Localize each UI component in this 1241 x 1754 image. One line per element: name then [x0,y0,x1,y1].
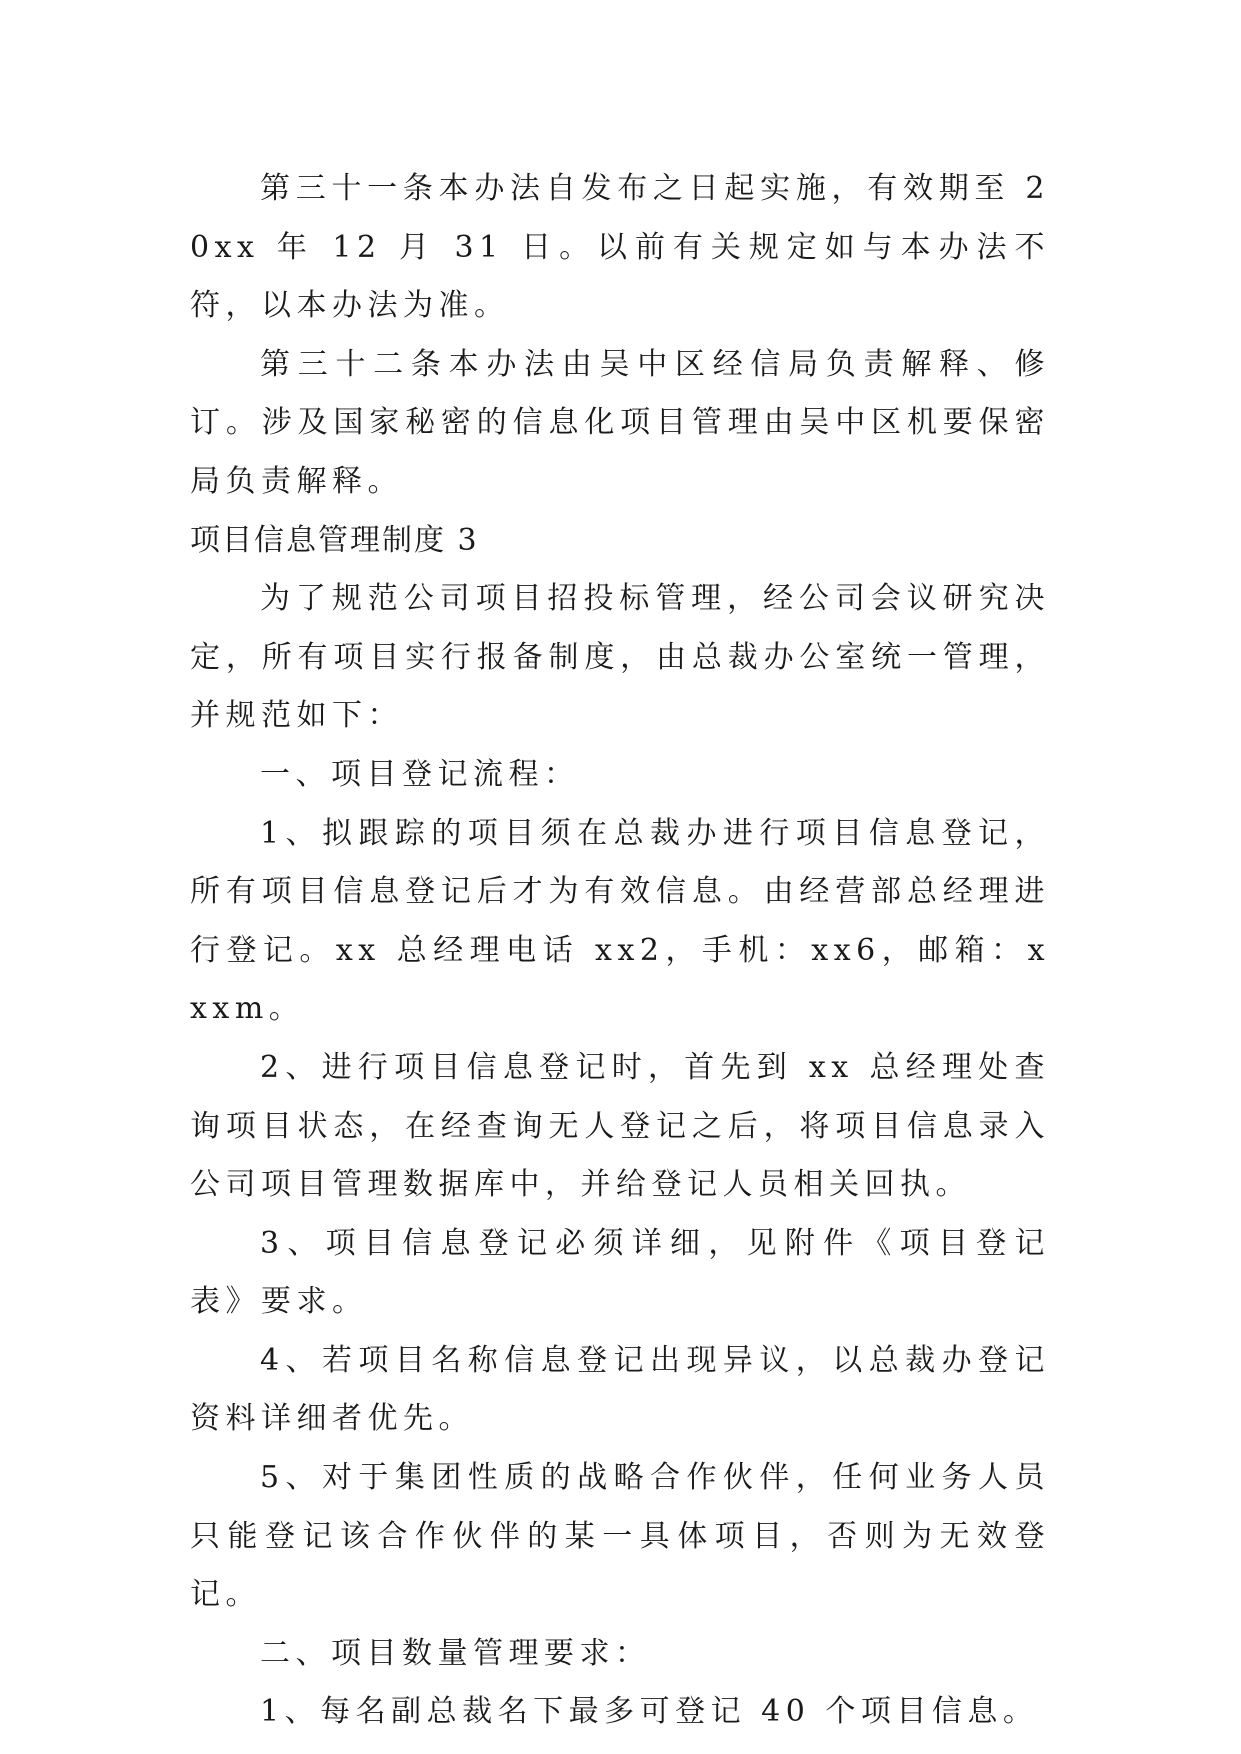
intro-paragraph: 为了规范公司项目招投标管理，经公司会议研究决定，所有项目实行报备制度，由总裁办公室统一管理，并规范如下： [190,581,1050,734]
subheading-registration-process: 一、项目登记流程： [260,756,580,792]
subheading-quantity-requirements: 二、项目数量管理要求： [260,1635,651,1671]
document-body [190,160,1050,1742]
registration-item-1: 1、拟跟踪的项目须在总裁办进行项目信息登记，所有项目信息登记后才为有效信息。由经营部总经理进行登记。xx 总经理电话 xx2，手机：xx6，邮箱：xxxm。 [190,815,1050,1027]
section-title: 项目信息管理制度 3 [190,522,479,558]
article-32-paragraph: 第三十二条本办法由吴中区经信局负责解释、修订。涉及国家秘密的信息化项目管理由吴中区机要保密局负责解释。 [190,346,1050,499]
registration-item-2: 2、进行项目信息登记时，首先到 xx 总经理处查询项目状态，在经查询无人登记之后，将项目信息录入公司项目管理数据库中，并给登记人员相关回执。 [190,1049,1050,1203]
registration-item-3: 3、项目信息登记必须详细，见附件《项目登记表》要求。 [190,1225,1050,1320]
registration-item-5: 5、对于集团性质的战略合作伙伴，任何业务人员只能登记该合作伙伴的某一具体项目，否则为无效登记。 [190,1460,1050,1613]
registration-item-4: 4、若项目名称信息登记出现异议，以总裁办登记资料详细者优先。 [190,1342,1050,1437]
quantity-item-1: 1、每名副总裁名下最多可登记 40 个项目信息。 [260,1694,1039,1730]
article-31-paragraph: 第三十一条本办法自发布之日起实施，有效期至 20xx 年 12 月 31 日。以前有关规定如与本办法不符，以本办法为准。 [190,171,1050,324]
